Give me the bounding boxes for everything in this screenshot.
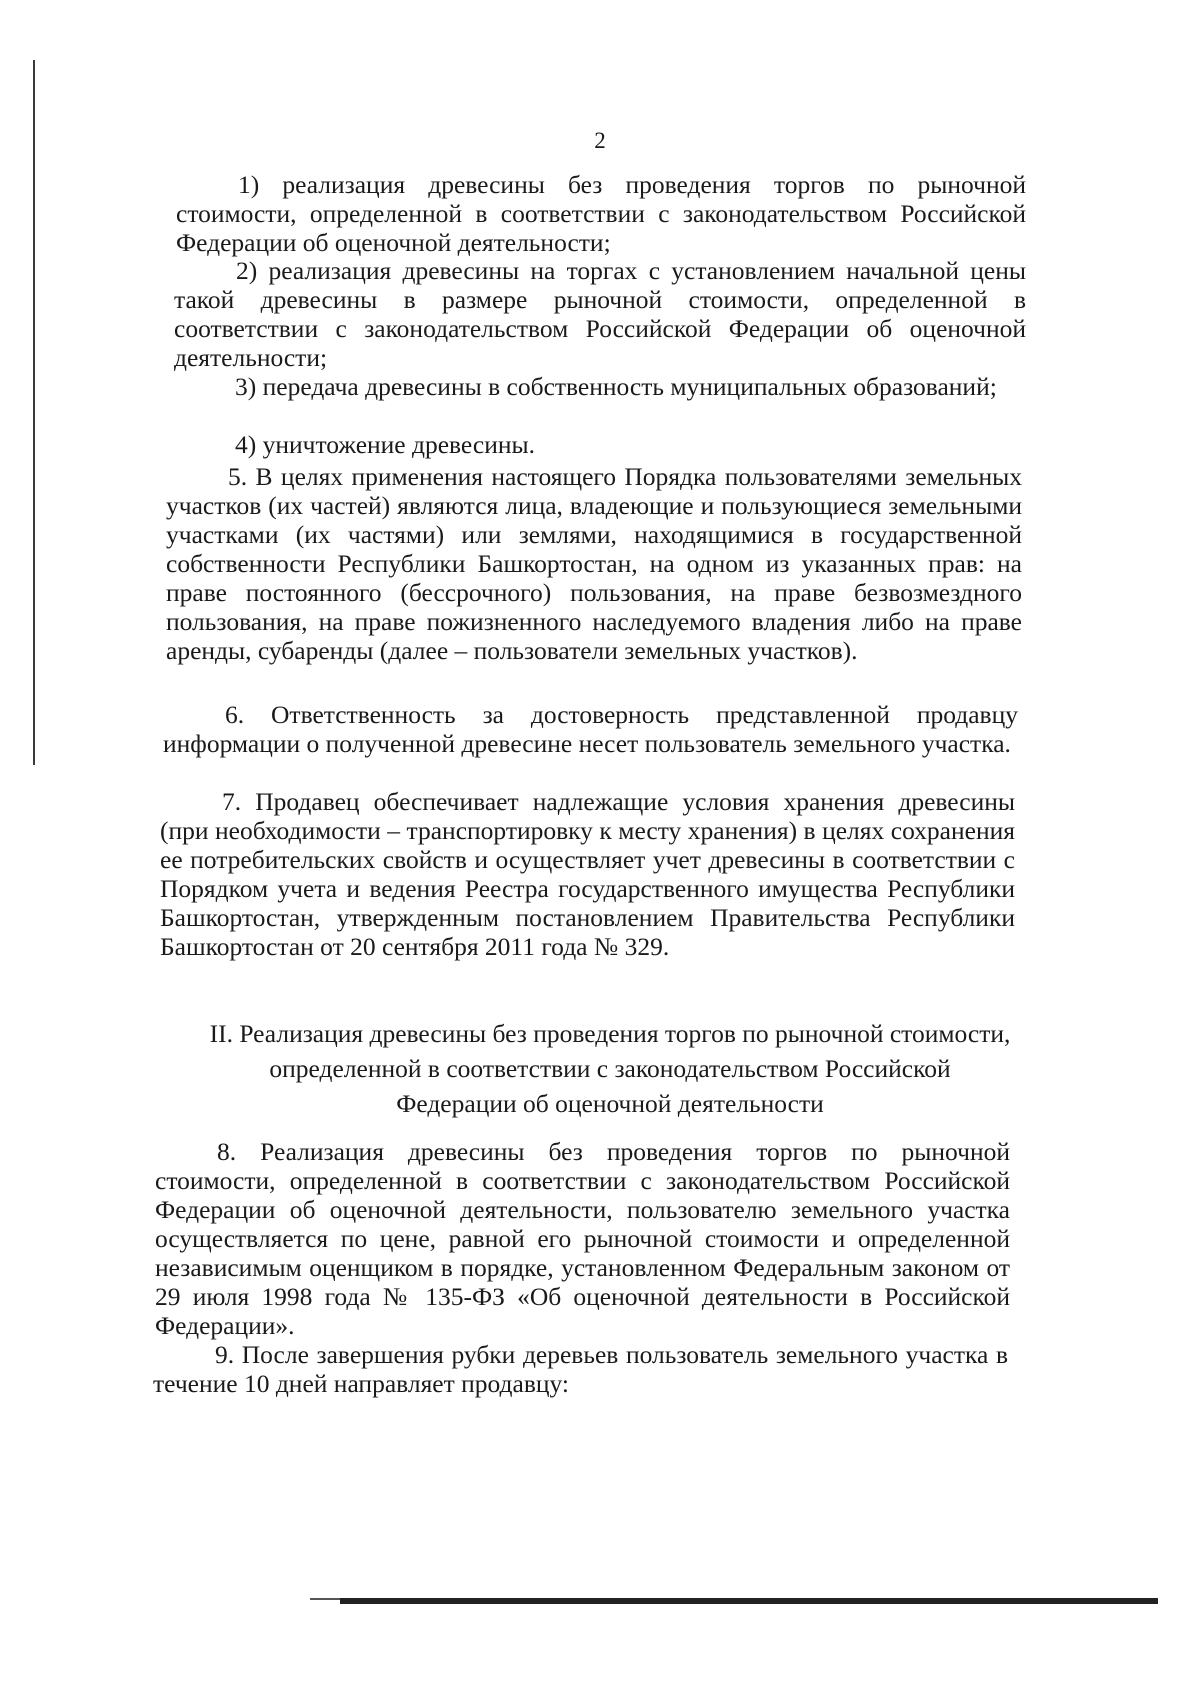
paragraph-9: 9. После завершения рубки деревьев пользователь земельного участка в течение 10 дней направляет продавцу:: [153, 1340, 1008, 1398]
paragraph-2: 2) реализация древесины на торгах с установлением начальной цены такой древесины в размере рыночной стоимости, определенной в соответствии с законодательством Российской Федерации об оценочной деятельности;: [174, 256, 1026, 372]
paragraph-8: 8. Реализация древесины без проведения торгов по рыночной стоимости, определенной в соответствии с законодательством Российской Федерации об оценочной деятельности, пользователю земельного участка осуществляется по цене, равной его рыночной стоимости и определенной независимым оценщиком в порядке, установленном Федеральным законом от 29 июля 1998 года № 135-ФЗ «Об оценочной деятельности в Российской Федерации».: [155, 1137, 1010, 1340]
paragraph-6: 6. Ответственность за достоверность представленной продавцу информации о полученной древесине несет пользователь земельного участка.: [163, 700, 1018, 758]
section-heading-line-2: определенной в соответствии с законодательством Российской: [269, 1054, 951, 1083]
paragraph-4: 4) уничтожение древесины.: [235, 430, 535, 459]
footer-rule: [340, 1598, 1158, 1604]
paragraph-3: 3) передача древесины в собственность муниципальных образований;: [235, 372, 997, 401]
page-number: 2: [594, 128, 606, 153]
section-heading-line-3: Федерации об оценочной деятельности: [396, 1089, 824, 1118]
paragraph-1: 1) реализация древесины без проведения торгов по рыночной стоимости, определенной в соответствии с законодательством Российской Федерации об оценочной деятельности;: [176, 170, 1026, 257]
paragraph-5: 5. В целях применения настоящего Порядка пользователями земельных участков (их частей) являются лица, владеющие и пользующиеся земельными участками (их частями) или землями, находящимися в государственной собственности Республики Башкортостан, на одном из указанных прав: на праве постоянного (бессрочного) пользования, на праве безвозмездного пользования, на праве пожизненного наследуемого владения либо на праве аренды, субаренды (далее – пользователи земельных участков).: [166, 462, 1022, 665]
paragraph-7: 7. Продавец обеспечивает надлежащие условия хранения древесины (при необходимости – транспортировку к месту хранения) в целях сохранения ее потребительских свойств и осуществляет учет древесины в соответствии с Порядком учета и ведения Реестра государственного имущества Республики Башкортостан, утвержденным постановлением Правительства Республики Башкортостан от 20 сентября 2011 года № 329.: [160, 787, 1015, 961]
scan-margin-line: [33, 60, 35, 765]
footer-rule-tail: [310, 1598, 340, 1600]
section-heading-line-1: II. Реализация древесины без проведения торгов по рыночной стоимости,: [209, 1019, 1011, 1048]
